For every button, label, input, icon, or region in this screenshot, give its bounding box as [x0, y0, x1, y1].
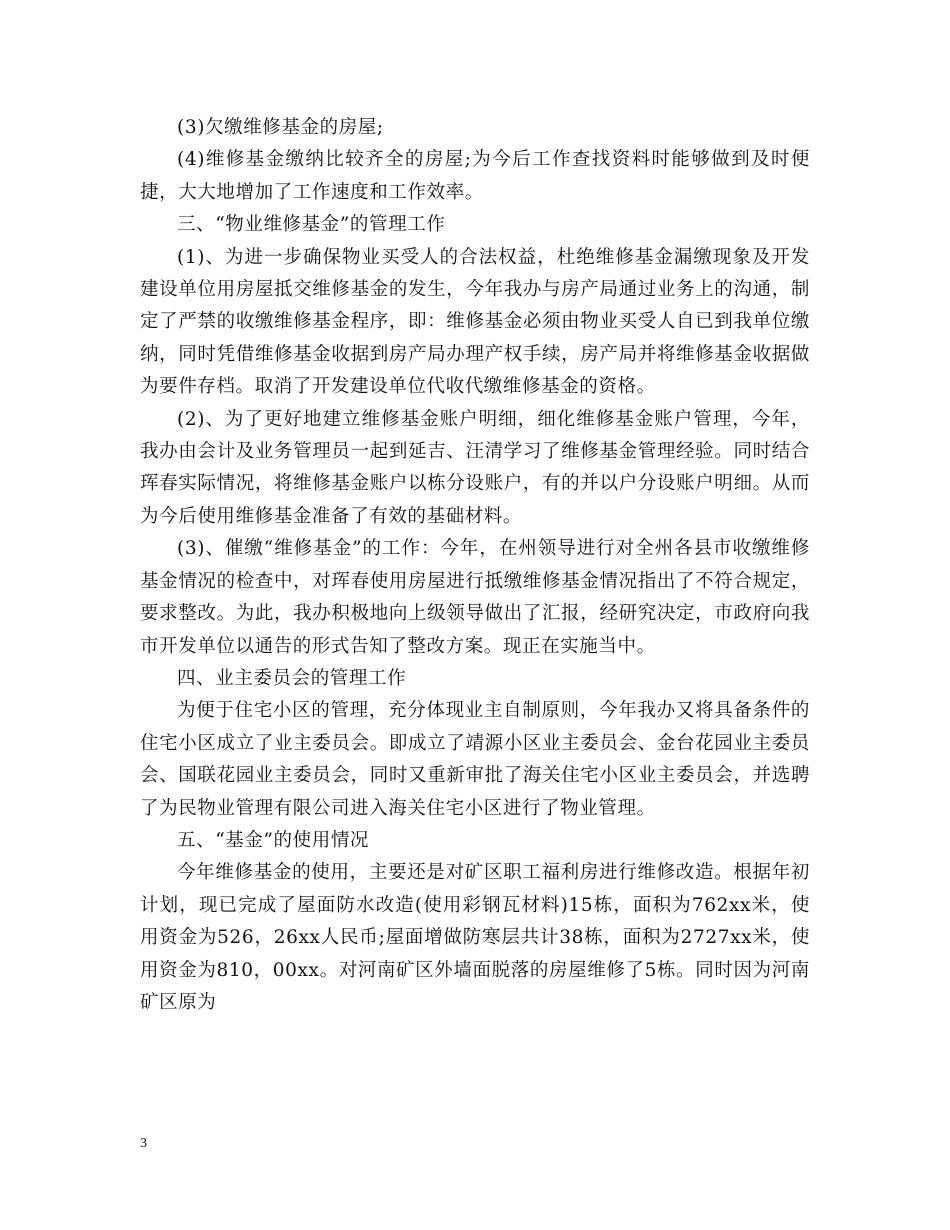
paragraph-item-3: (3)欠缴维修基金的房屋;: [177, 117, 384, 138]
paragraph-section3-3: (3)、催缴“维修基金”的工作：今年，在州领导进行对全州各县市收缴维修基金情况的检查中，对珲春使用房屋进行抵缴维修基金情况指出了不符合规定，要求整改。为此，我办积极地向上级领导做出了汇报，经研究决定，市政府向我市开发单位以通告的形式告知了整改方案。现正在实施当中。: [140, 538, 810, 657]
section-heading-4: 四、业主委员会的管理工作: [177, 667, 407, 689]
paragraph-section5: 今年维修基金的使用，主要还是对矿区职工福利房进行维修改造。根据年初计划，现已完成了屋面防水改造(使用彩钢瓦材料)15栋，面积为762xx米，使用资金为526，26xx人民币;屋面增做防寒层共计38栋，面积为2727xx米，使用资金为810，00xx。对河南矿区外墙面脱落的房屋维修了5栋。同时因为河南矿区原为: [140, 862, 810, 1013]
section-heading-5: 五、“基金”的使用情况: [177, 829, 370, 851]
paragraph-item-4: (4)维修基金缴纳比较齐全的房屋;为今后工作查找资料时能够做到及时便捷，大大地增加了工作速度和工作效率。: [140, 149, 810, 203]
document-body: [140, 112, 810, 1019]
paragraph-section3-2: (2)、为了更好地建立维修基金账户明细，细化维修基金账户管理，今年，我办由会计及业务管理员一起到延吉、汪清学习了维修基金管理经验。同时结合珲春实际情况，将维修基金账户以栋分设账户，有的并以户分设账户明细。从而为今后使用维修基金准备了有效的基础材料。: [140, 408, 810, 527]
paragraph-section3-1: (1)、为进一步确保物业买受人的合法权益，杜绝维修基金漏缴现象及开发建设单位用房屋抵交维修基金的发生，今年我办与房产局通过业务上的沟通，制定了严禁的收缴维修基金程序，即：维修基金必须由物业买受人自已到我单位缴纳，同时凭借维修基金收据到房产局办理产权手续，房产局并将维修基金收据做为要件存档。取消了开发建设单位代收代缴维修基金的资格。: [140, 246, 810, 398]
paragraph-section4: 为便于住宅小区的管理，充分体现业主自制原则，今年我办又将具备条件的住宅小区成立了业主委员会。即成立了靖源小区业主委员会、金台花园业主委员会、国联花园业主委员会，同时又重新审批了海关住宅小区业主委员会，并选聘了为民物业管理有限公司进入海关住宅小区进行了物业管理。: [140, 700, 810, 819]
section-heading-3: 三、“物业维修基金”的管理工作: [177, 214, 446, 236]
page-number: 3: [140, 1136, 147, 1151]
